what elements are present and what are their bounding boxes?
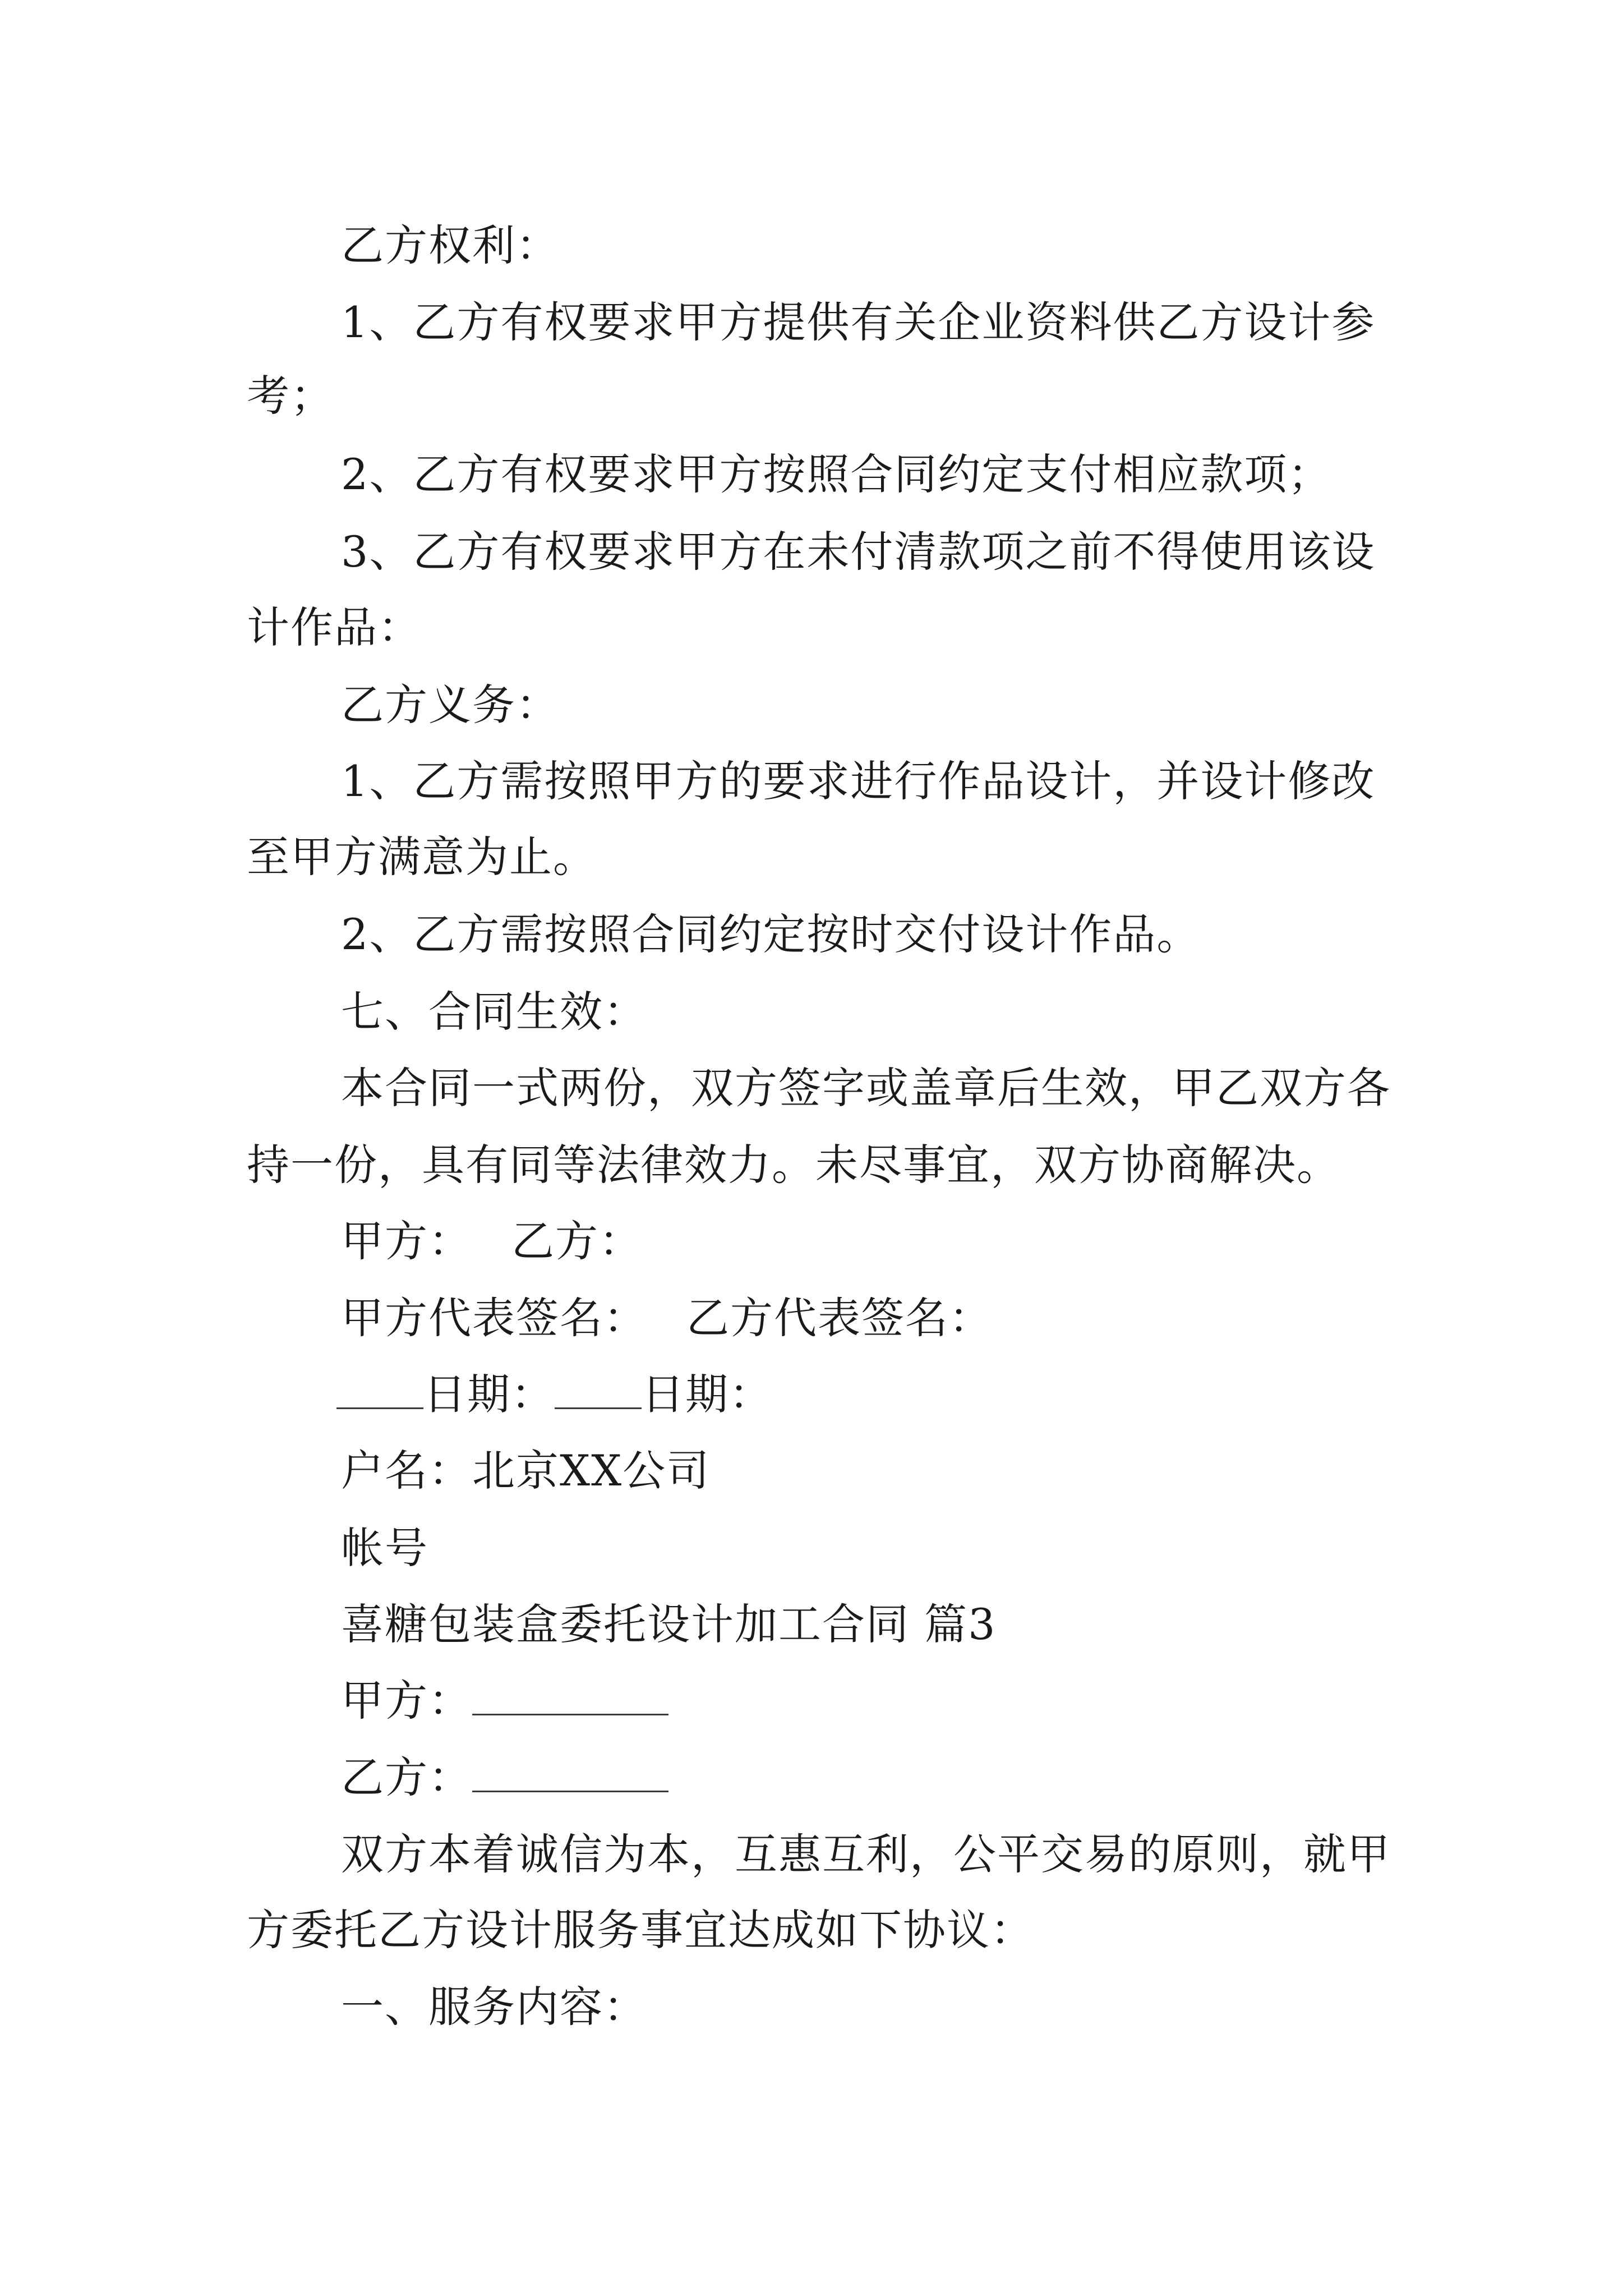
- paragraph-line: 方委托乙方设计服务事宜达成如下协议：: [247, 1905, 1034, 1955]
- party-a-label: 甲方：: [341, 1676, 472, 1726]
- paragraph-line: 考；: [247, 371, 334, 421]
- party-b-blank: [472, 1757, 668, 1792]
- date-label-a: 日期：: [423, 1369, 555, 1419]
- section-heading-effectiveness: 七、合同生效：: [341, 987, 647, 1037]
- section-heading-service-content: 一、服务内容：: [341, 1982, 647, 2032]
- date-blank-b: [555, 1374, 642, 1409]
- date-blank-a: [336, 1374, 423, 1409]
- paragraph-line: 持一份，具有同等法律效力。未尽事宜，双方协商解决。: [247, 1140, 1340, 1190]
- signature-party-line: [341, 1216, 643, 1266]
- paragraph-line: 双方本着诚信为本，互惠互利，公平交易的原则，就甲: [341, 1829, 1391, 1879]
- account-name-line: 户名：北京XX公司: [341, 1446, 711, 1496]
- signature-representative-line: [341, 1293, 993, 1343]
- paragraph-line: 2、乙方有权要求甲方按照合同约定支付相应款项；: [341, 449, 1332, 499]
- account-number-line: 帐号: [341, 1523, 428, 1573]
- party-a-blank: [472, 1680, 668, 1715]
- contract-title: 喜糖包装盒委托设计加工合同 篇3: [341, 1599, 997, 1649]
- party-a-representative-label: 甲方代表签名：: [341, 1293, 647, 1343]
- section-heading-party-b-duties: 乙方义务：: [341, 680, 560, 730]
- paragraph-line: 1、乙方有权要求甲方提供有关企业资料供乙方设计参: [341, 297, 1376, 347]
- paragraph-line: 2、乙方需按照合同约定按时交付设计作品。: [341, 909, 1201, 959]
- paragraph-line: 3、乙方有权要求甲方在未付清款项之前不得使用该设: [341, 527, 1376, 577]
- section-heading-party-b-rights: 乙方权利：: [341, 220, 560, 270]
- paragraph-line: 本合同一式两份，双方签字或盖章后生效，甲乙双方各: [341, 1063, 1391, 1113]
- party-b-representative-label: 乙方代表签名：: [686, 1293, 993, 1343]
- party-b-label: 乙方：: [341, 1752, 472, 1802]
- signature-date-line: [336, 1369, 773, 1419]
- party-a-label: 甲方：: [341, 1216, 472, 1266]
- paragraph-line: 计作品：: [247, 602, 422, 652]
- date-label-b: 日期：: [642, 1369, 773, 1419]
- paragraph-line: 1、乙方需按照甲方的要求进行作品设计，并设计修改: [341, 756, 1376, 806]
- paragraph-line: 至甲方满意为止。: [247, 832, 597, 882]
- party-b-line: [341, 1752, 668, 1802]
- party-a-line: [341, 1676, 668, 1726]
- party-b-label: 乙方：: [511, 1216, 643, 1266]
